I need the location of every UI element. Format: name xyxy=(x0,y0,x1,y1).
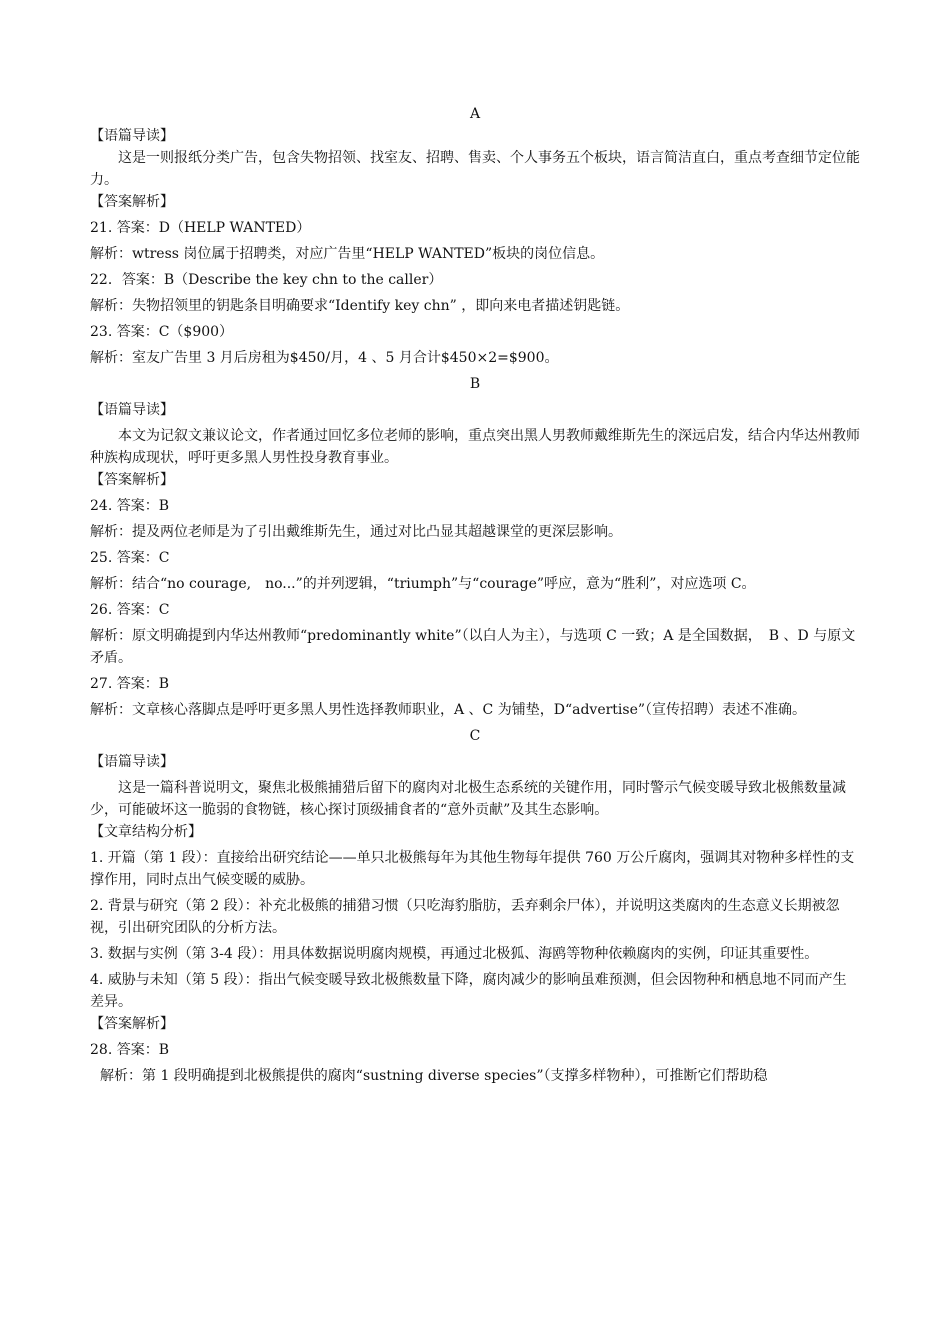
answer-21: 21. 答案：D（HELP WANTED） xyxy=(90,220,311,236)
answer-27: 27. 答案：B xyxy=(90,676,170,692)
answer-22: 22．答案：B（Describe the key chn to the caller） xyxy=(90,272,443,288)
structure-item-1: 1. 开篇（第 1 段）：直接给出研究结论——单只北极熊每年为其他生物每年提供 760 万公斤腐肉，强调其对物种多样性的支撑作用，同时点出气候变暖的威胁。 xyxy=(90,850,855,888)
answer-28: 28. 答案：B xyxy=(90,1042,170,1058)
section-b-answers-label: 【答案解析】 xyxy=(90,472,174,488)
explain-26: 解析：原文明确提到内华达州教师“predominantly white”（以白人为主），与选项 C 一致；A 是全国数据， B 、D 与原文矛盾。 xyxy=(90,628,856,666)
section-a-intro-text: 这是一则报纸分类广告，包含失物招领、找室友、招聘、售卖、个人事务五个板块，语言简洁直白，重点考查细节定位能力。 xyxy=(90,150,860,188)
structure-item-4: 4. 威胁与未知（第 5 段）：指出气候变暖导致北极熊数量下降，腐肉减少的影响虽难预测，但会因物种和栖息地不同而产生差异。 xyxy=(90,972,847,1010)
explain-23: 解析：室友广告里 3 月后房租为$450/月，4 、5 月合计$450×2=$900。 xyxy=(90,350,559,366)
explain-27: 解析：文章核心落脚点是呼吁更多黑人男性选择教师职业，A 、C 为铺垫，D“advertise”（宣传招聘）表述不准确。 xyxy=(90,702,807,718)
document-body xyxy=(90,103,860,1087)
section-a-answers-label: 【答案解析】 xyxy=(90,194,174,210)
structure-item-2: 2. 背景与研究（第 2 段）：补充北极熊的捕猎习惯（只吃海豹脂肪，丢弃剩余尸体），并说明这类腐肉的生态意义长期被忽视，引出研究团队的分析方法。 xyxy=(90,898,840,936)
section-b-intro-label: 【语篇导读】 xyxy=(90,402,174,418)
answer-24: 24. 答案：B xyxy=(90,498,170,514)
section-c-heading: C xyxy=(469,728,481,744)
explain-21: 解析：wtress 岗位属于招聘类，对应广告里“HELP WANTED”板块的岗位信息。 xyxy=(90,246,605,262)
section-b-intro-text: 本文为记叙文兼议论文，作者通过回忆多位老师的影响，重点突出黑人男教师戴维斯先生的深远启发，结合内华达州教师种族构成现状，呼吁更多黑人男性投身教育事业。 xyxy=(90,428,860,466)
section-a-heading: A xyxy=(469,106,481,122)
structure-item-3: 3. 数据与实例（第 3-4 段）：用具体数据说明腐肉规模，再通过北极狐、海鸥等物种依赖腐肉的实例，印证其重要性。 xyxy=(90,946,819,962)
explain-22: 解析：失物招领里的钥匙条目明确要求“Identify key chn” ，即向来电者描述钥匙链。 xyxy=(90,298,630,314)
section-c-intro-label: 【语篇导读】 xyxy=(90,754,174,770)
explain-25: 解析：结合“no courage, no...”的并列逻辑，“triumph”与“courage”呼应，意为“胜利”，对应选项 C。 xyxy=(90,576,756,592)
answer-23: 23. 答案：C（$900） xyxy=(90,324,234,340)
explain-28: 解析：第 1 段明确提到北极熊提供的腐肉“sustning diverse species”（支撑多样物种），可推断它们帮助稳 xyxy=(100,1068,768,1084)
section-c-answers-label: 【答案解析】 xyxy=(90,1016,174,1032)
explain-24: 解析：提及两位老师是为了引出戴维斯先生，通过对比凸显其超越课堂的更深层影响。 xyxy=(90,524,622,540)
section-a-intro-label: 【语篇导读】 xyxy=(90,128,174,144)
answer-26: 26. 答案：C xyxy=(90,602,170,618)
answer-25: 25. 答案：C xyxy=(90,550,170,566)
section-c-intro-text: 这是一篇科普说明文，聚焦北极熊捕猎后留下的腐肉对北极生态系统的关键作用，同时警示气候变暖导致北极熊数量减少，可能破坏这一脆弱的食物链，核心探讨顶级捕食者的“意外贡献”及其生态影响。 xyxy=(90,780,846,818)
section-c-structure-label: 【文章结构分析】 xyxy=(90,824,202,840)
section-b-heading: B xyxy=(469,376,481,392)
